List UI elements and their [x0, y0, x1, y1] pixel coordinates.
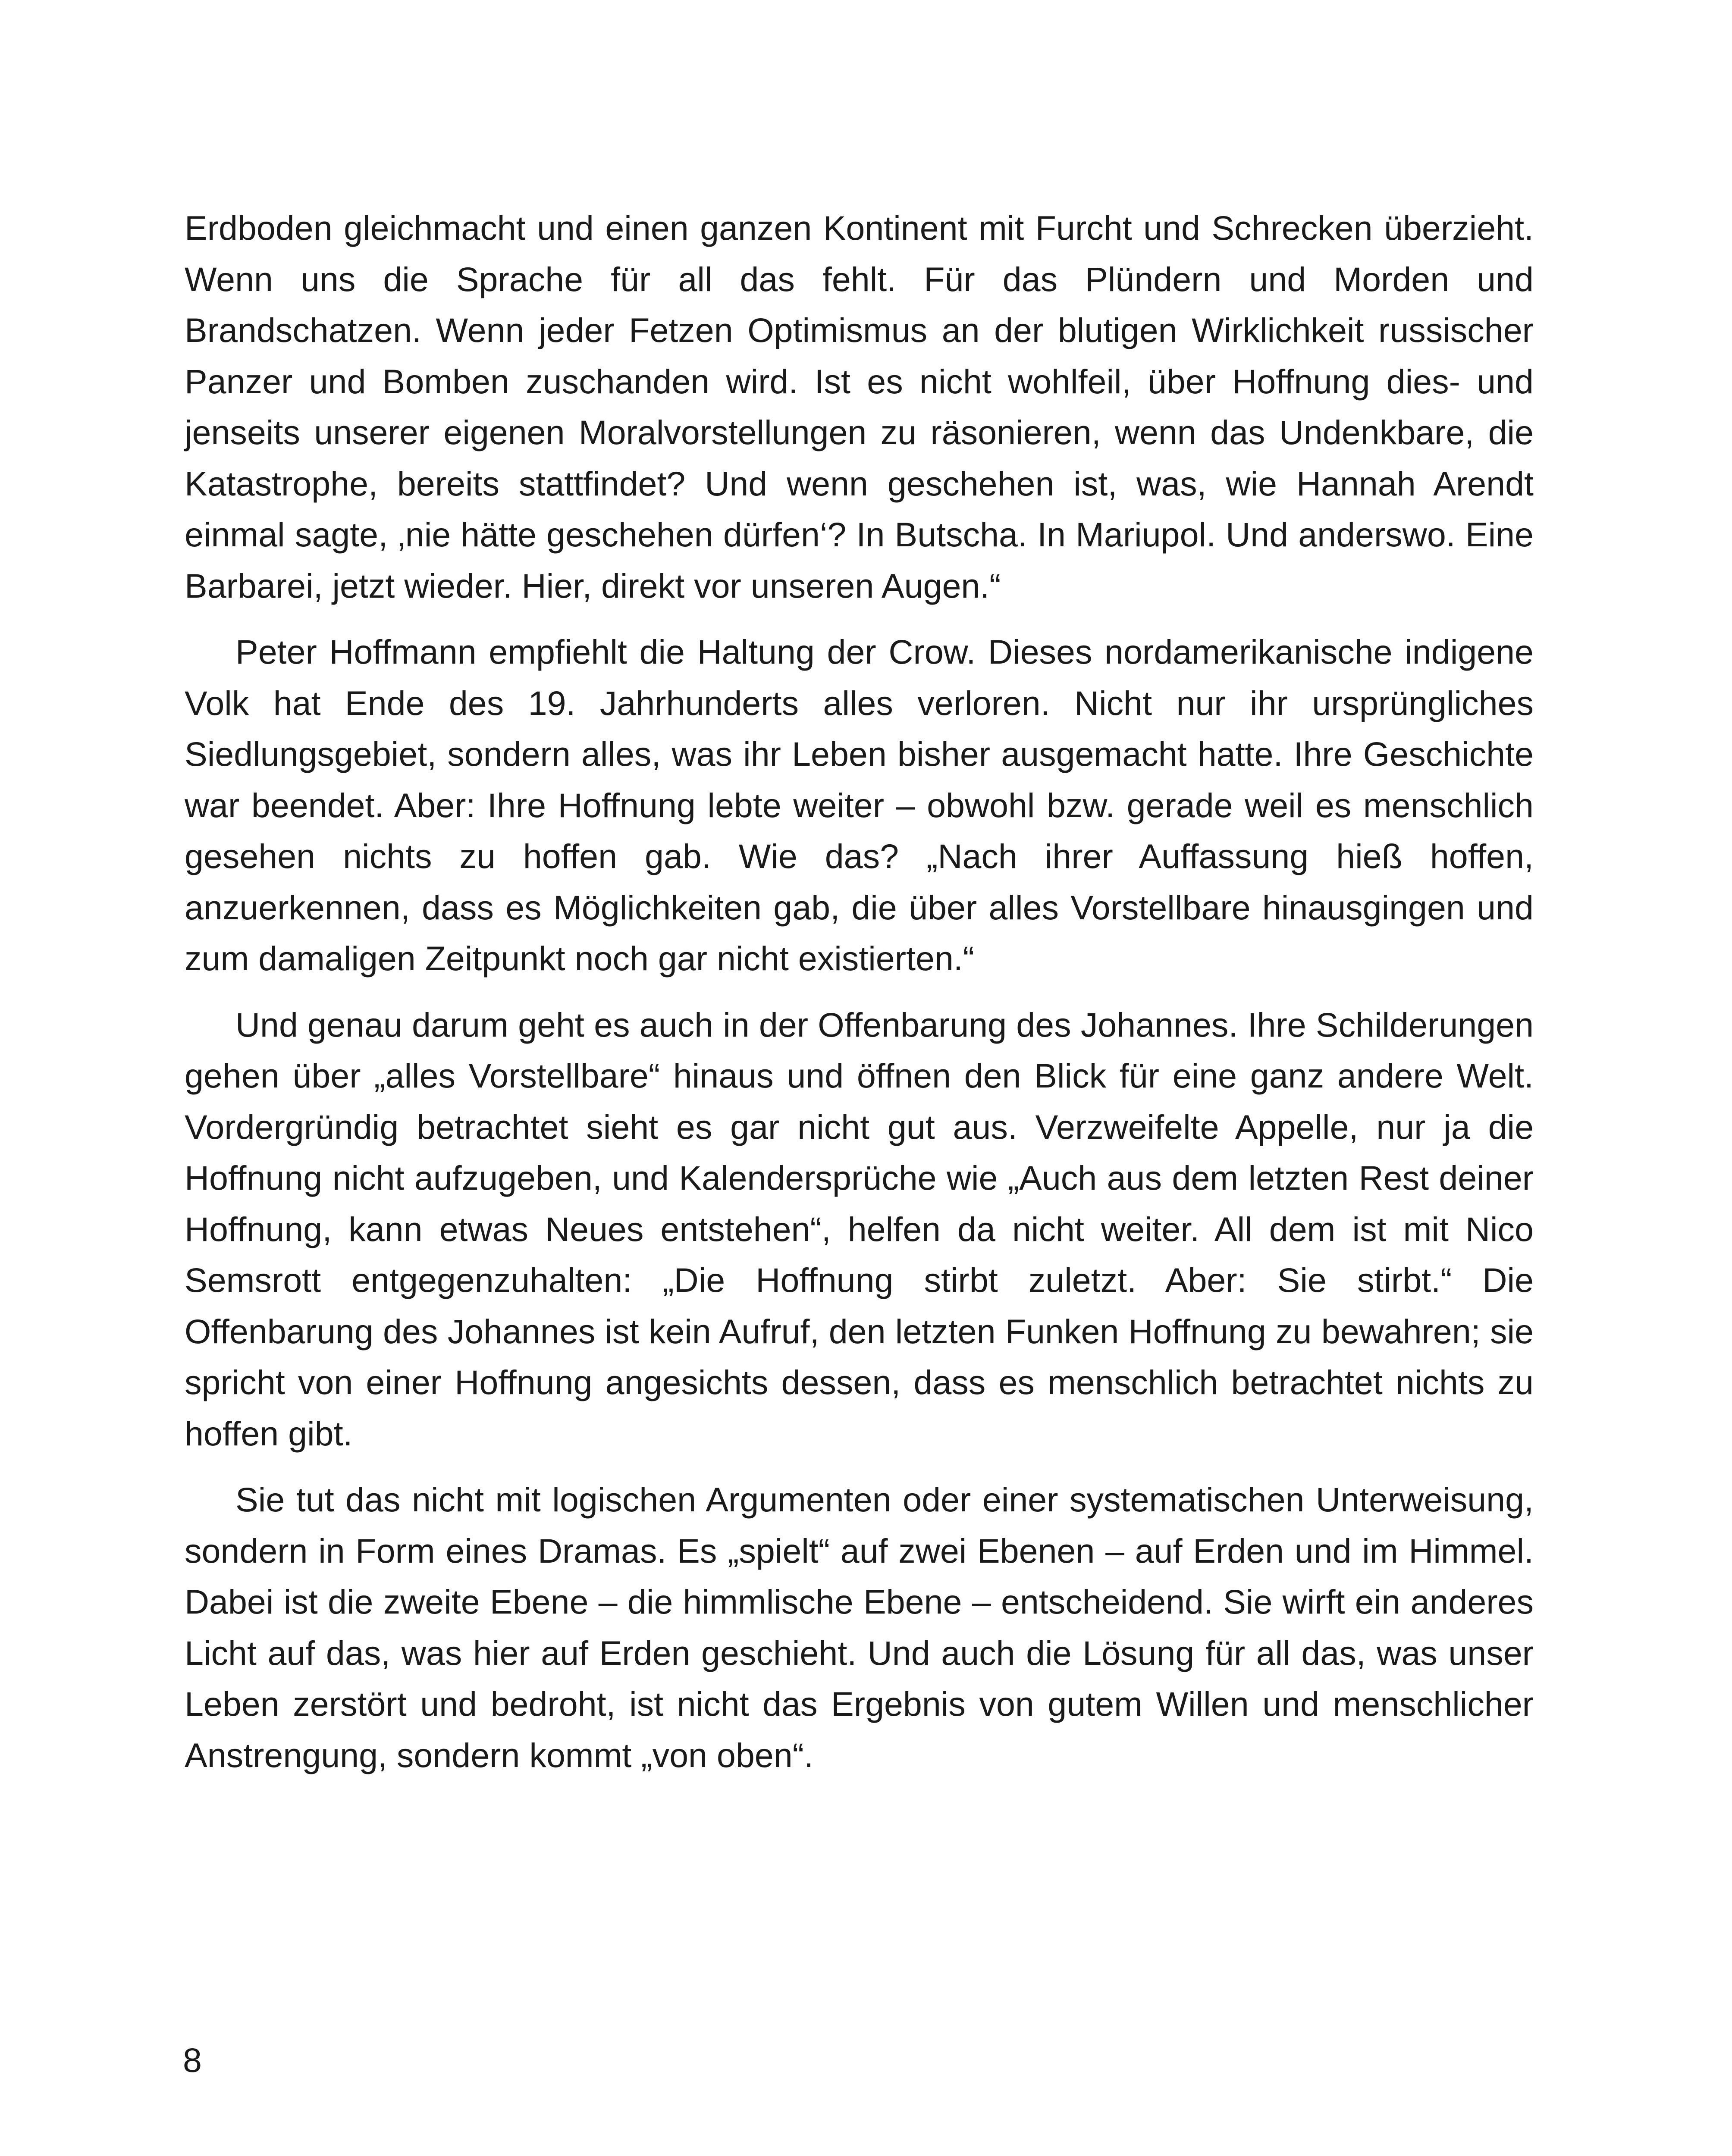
paragraph-3: Und genau darum geht es auch in der Offenbarung des Johannes. Ihre Schilderungen gehen über „alles Vorstellbare“ hinaus und öffnen den Blick für eine ganz andere Welt. Vordergründig betrachtet sieht es gar nicht gut aus. Verzweifelte Appelle, nur ja die Hoffnung nicht aufzugeben, und Kalendersprüche wie „Auch aus dem letzten Rest deiner Hoffnung, kann etwas Neues entstehen“, helfen da nicht weiter. All dem ist mit Nico Semsrott entgegenzuhalten: „Die Hoffnung stirbt zuletzt. Aber: Sie stirbt.“ Die Offenbarung des Johannes ist kein Aufruf, den letzten Funken Hoffnung zu bewahren; sie spricht von einer Hoffnung angesichts dessen, dass es menschlich betrachtet nichts zu hoffen gibt. [185, 1005, 1534, 1453]
paragraph-4: Sie tut das nicht mit logischen Argumenten oder einer systematischen Unterweisung, sondern in Form eines Dramas. Es „spielt“ auf zwei Ebenen – auf Erden und im Himmel. Dabei ist die zweite Ebene – die himmlische Ebene – entscheidend. Sie wirft ein anderes Licht auf das, was hier auf Erden geschieht. Und auch die Lösung für all das, was unser Leben zerstört und bedroht, ist nicht das Ergebnis von gutem Willen und menschlicher Anstrengung, sondern kommt „von oben“. [185, 1480, 1534, 1774]
paragraph-2: Peter Hoffmann empfiehlt die Haltung der Crow. Dieses nordamerikanische indigene Volk hat Ende des 19. Jahrhunderts alles verloren. Nicht nur ihr ursprüngliches Siedlungsgebiet, sondern alles, was ihr Leben bisher ausgemacht hatte. Ihre Geschichte war beendet. Aber: Ihre Hoffnung lebte weiter – obwohl bzw. gerade weil es menschlich gesehen nichts zu hoffen gab. Wie das? „Nach ihrer Auffassung hieß hoffen, anzuerkennen, dass es Möglichkeiten gab, die über alles Vorstellbare hinausgingen und zum damaligen Zeitpunkt noch gar nicht existierten.“ [185, 633, 1534, 978]
body-text [185, 203, 1534, 1796]
page-number: 8 [183, 2041, 202, 2079]
paragraph-1: Erdboden gleichmacht und einen ganzen Kontinent mit Furcht und Schrecken überzieht. Wenn uns die Sprache für all das fehlt. Für das Plündern und Morden und Brandschatzen. Wenn jeder Fetzen Optimismus an der blutigen Wirklichkeit russischer Panzer und Bomben zuschanden wird. Ist es nicht wohlfeil, über Hoffnung dies- und jenseits unserer eigenen Moralvorstellungen zu räsonieren, wenn das Undenkbare, die Katastrophe, bereits stattfindet? Und wenn geschehen ist, was, wie Hannah Arendt einmal sagte, ‚nie hätte geschehen dürfen‘? In Butscha. In Mariupol. Und anderswo. Eine Barbarei, jetzt wieder. Hier, direkt vor unseren Augen.“ [185, 209, 1534, 605]
